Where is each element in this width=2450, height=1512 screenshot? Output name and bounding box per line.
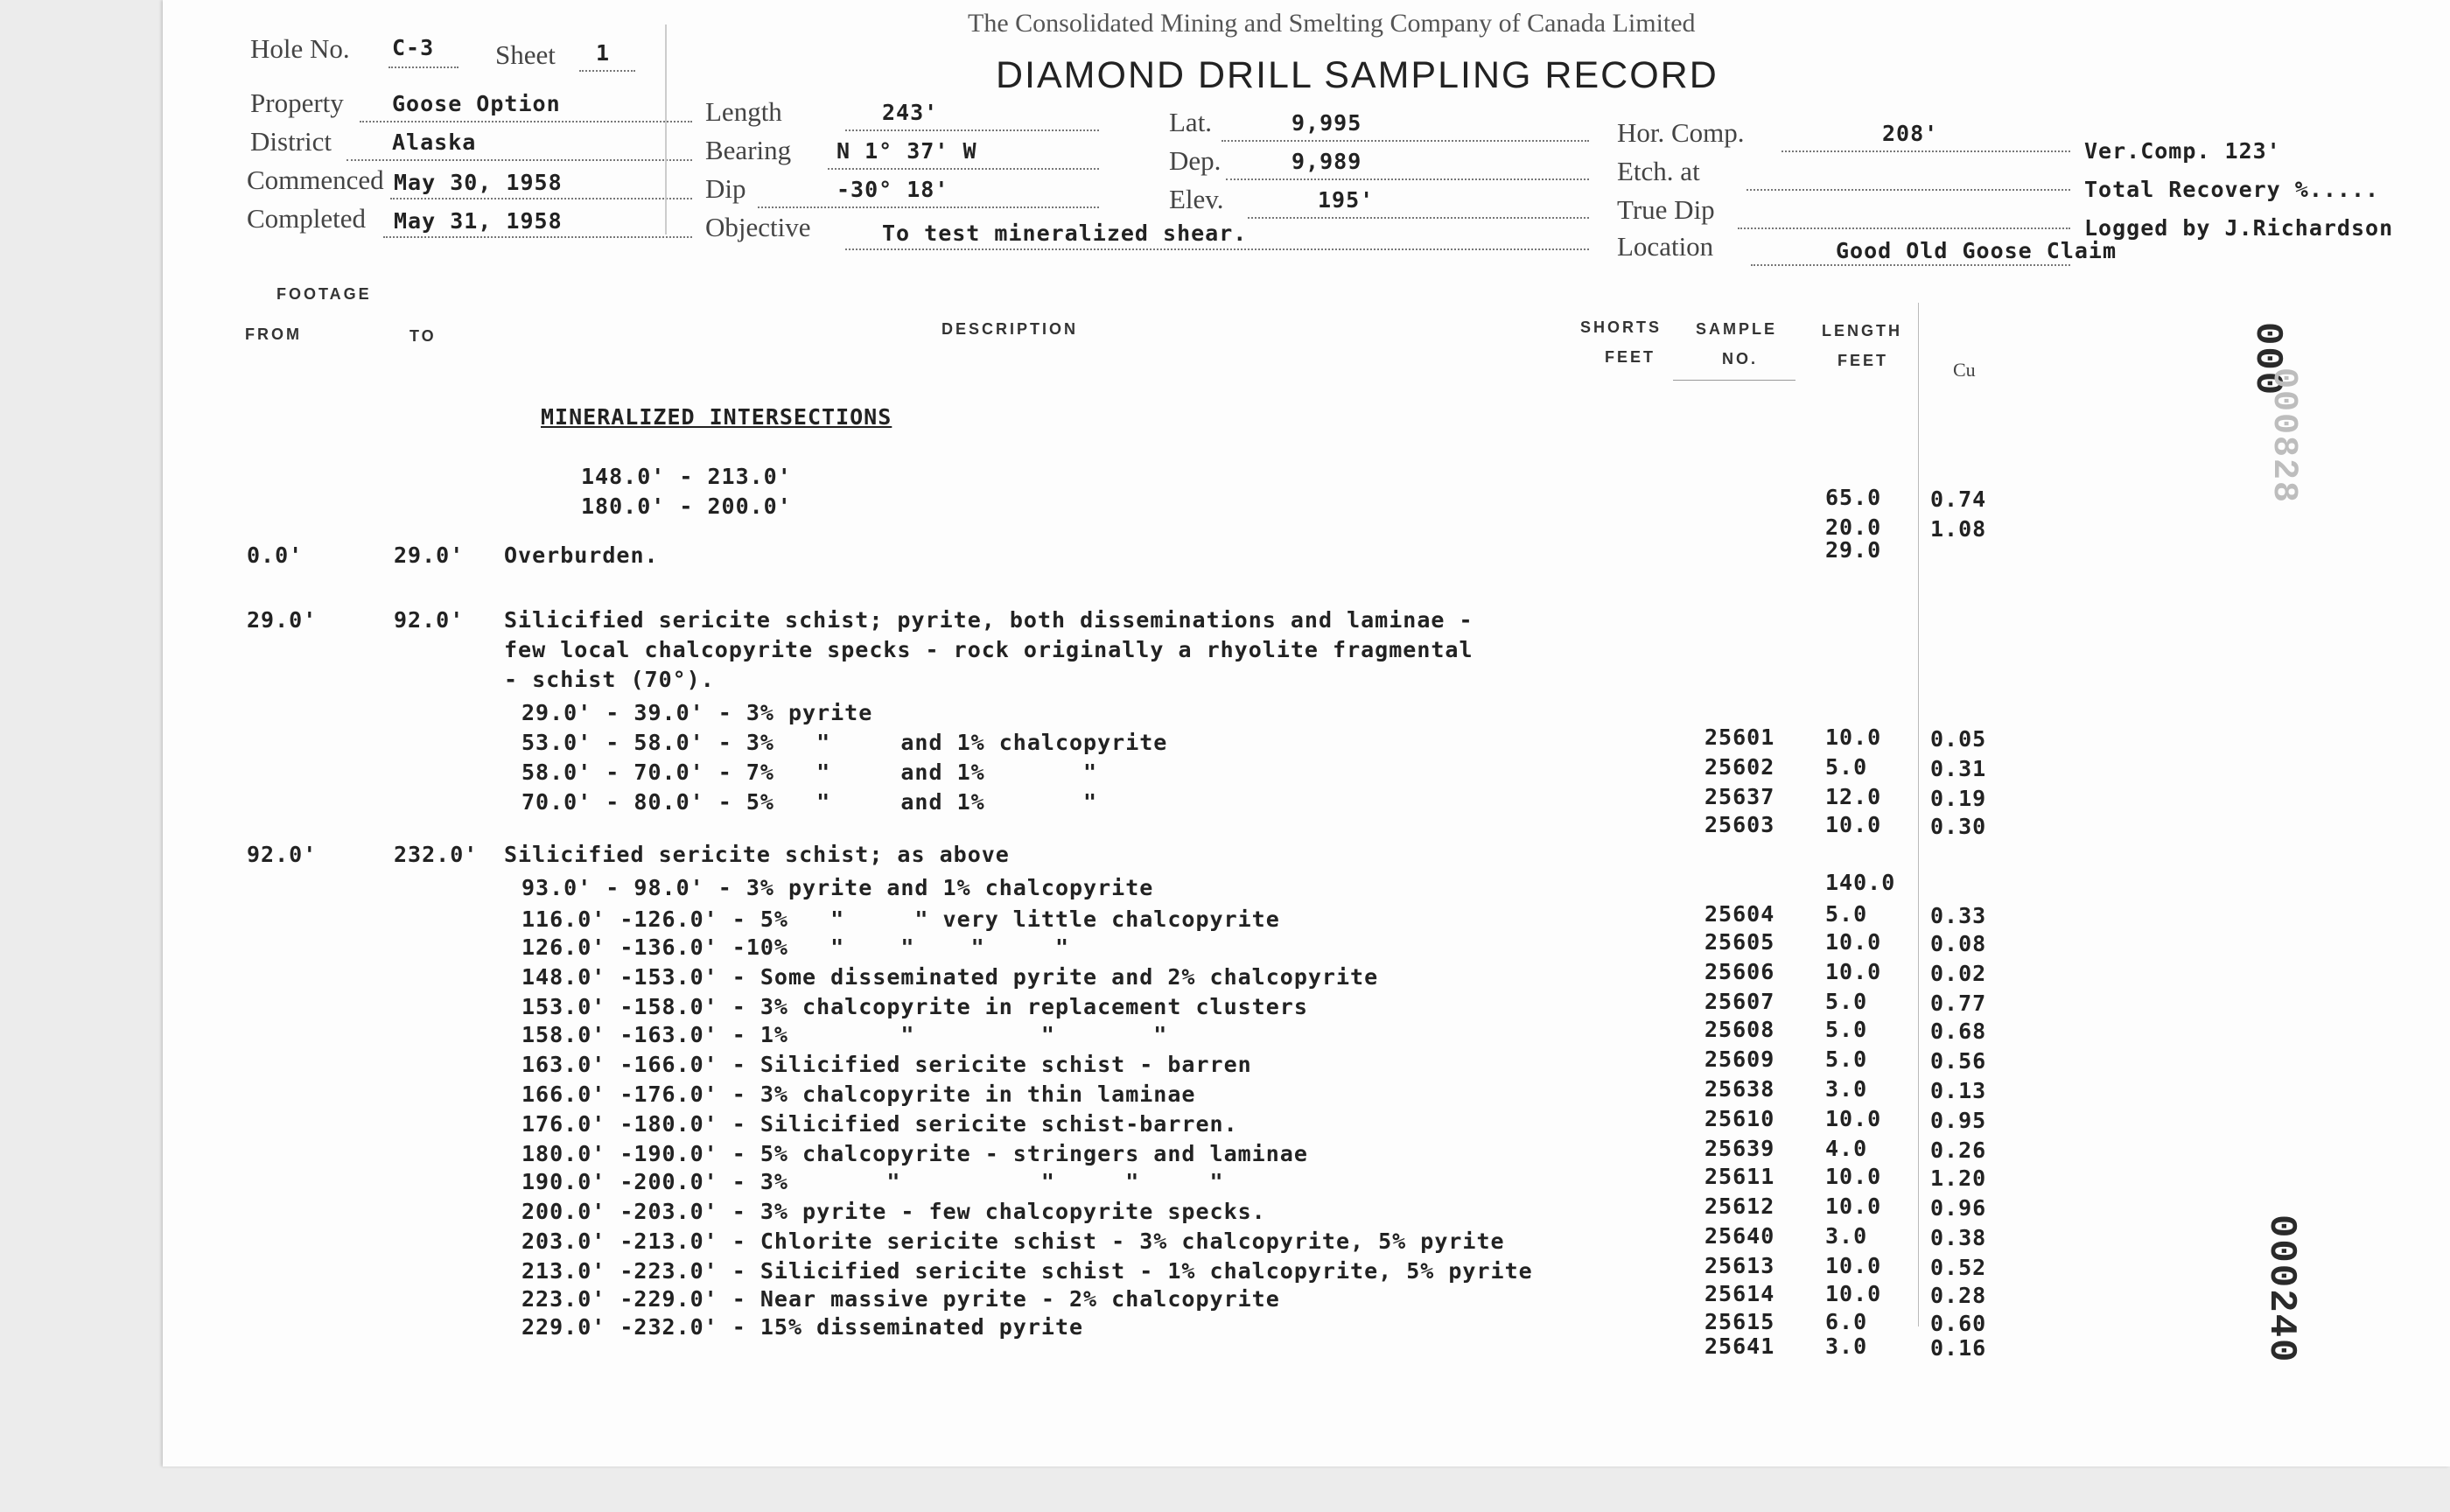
row-cu: 0.13 [1930,1078,1987,1103]
row-description: Silicified sericite schist; as above [504,842,1010,867]
top-margin-code: 000 [2245,322,2289,397]
location-underline [1751,264,2070,266]
lat-underline [1222,140,1589,142]
row-length: 5.0 [1825,1017,1868,1042]
row-description: - schist (70°). [504,667,715,692]
bearing-underline [828,168,1099,170]
row-description: 190.0' -200.0' - 3% " " " " [522,1169,1224,1194]
description-heading: DESCRIPTION [942,320,1079,338]
row-description: 203.0' -213.0' - Chlorite sericite schist - 3% chalcopyrite, 5% pyrite [522,1228,1505,1254]
header-fold-line [665,24,667,234]
row-description: few local chalcopyrite specks - rock originally a rhyolite fragmental [504,637,1474,662]
row-length: 5.0 [1825,754,1868,780]
row-cu: 0.28 [1930,1283,1987,1308]
objective-value: To test mineralized shear. [882,220,1248,246]
row-to: 232.0' [394,842,479,867]
row-description: 93.0' - 98.0' - 3% pyrite and 1% chalcopyrite [522,875,1154,900]
property-value: Goose Option [392,91,561,116]
horcomp-label: Hor. Comp. [1617,117,1745,148]
elev-underline [1248,217,1589,219]
row-description: 29.0' - 39.0' - 3% pyrite [522,700,873,725]
sheet-label: Sheet [495,39,556,70]
commenced-underline [390,198,692,200]
truedip-label: True Dip [1617,194,1715,225]
row-description: 163.0' -166.0' - Silicified sericite schist - barren [522,1052,1252,1077]
sample-heading-1: SAMPLE [1696,320,1778,338]
row-description: 53.0' - 58.0' - 3% " and 1% chalcopyrite [522,730,1168,755]
completed-underline [383,236,692,238]
row-description: 200.0' -203.0' - 3% pyrite - few chalcopyrite specks. [522,1199,1266,1224]
row-length: 4.0 [1825,1136,1868,1161]
truedip-underline [1738,228,2070,229]
row-description: 180.0' -190.0' - 5% chalcopyrite - stringers and laminae [522,1141,1308,1166]
length-column-divider [1918,303,1919,1326]
row-length: 10.0 [1825,1194,1882,1219]
mineralized-length: 20.0 [1825,514,1882,540]
cu-heading: Cu [1953,359,1976,381]
row-sample-no: 25601 [1704,724,1775,750]
commenced-value: May 30, 1958 [394,170,563,195]
row-length: 5.0 [1825,989,1868,1014]
mineralized-cu: 1.08 [1930,516,1987,542]
hole-label: Hole No. [250,33,350,64]
row-sample-no: 25614 [1704,1281,1775,1306]
row-cu: 0.56 [1930,1048,1987,1074]
district-value: Alaska [392,130,477,155]
row-to: 29.0' [394,542,465,568]
row-cu: 0.60 [1930,1311,1987,1336]
row-description: 148.0' -153.0' - Some disseminated pyrite and 2% chalcopyrite [522,964,1379,990]
row-cu: 0.33 [1930,903,1987,928]
mineralized-interval: 180.0' - 200.0' [581,494,792,519]
row-sample-no: 25605 [1704,929,1775,955]
dip-underline [758,206,1099,208]
row-description: Silicified sericite schist; pyrite, both disseminations and laminae - [504,607,1474,633]
record-sheet [163,0,2450,1466]
row-description: 116.0' -126.0' - 5% " " very little chalcopyrite [522,906,1280,932]
row-cu: 0.38 [1930,1225,1987,1250]
dep-label: Dep. [1169,145,1222,176]
row-length: 10.0 [1825,1106,1882,1131]
row-sample-no: 25612 [1704,1194,1775,1219]
row-description: 158.0' -163.0' - 1% " " " [522,1022,1168,1047]
row-cu: 0.77 [1930,990,1987,1016]
row-sample-no: 25641 [1704,1334,1775,1359]
row-sample-no: 25608 [1704,1017,1775,1042]
row-to: 92.0' [394,607,465,633]
district-underline [346,159,692,161]
row-cu: 0.02 [1930,961,1987,986]
mineralized-length: 65.0 [1825,485,1882,510]
row-sample-no: 25638 [1704,1076,1775,1102]
row-length: 29.0 [1825,537,1882,563]
property-label: Property [250,88,344,118]
mineralized-heading: MINERALIZED INTERSECTIONS [541,404,892,430]
row-cu: 0.16 [1930,1335,1987,1361]
from-heading: FROM [245,326,302,343]
row-from: 0.0' [247,542,304,568]
bottom-margin-code: 000240 [2259,1214,2303,1364]
completed-value: May 31, 1958 [394,208,563,234]
row-sample-no: 25640 [1704,1223,1775,1249]
row-length: 10.0 [1825,1164,1882,1189]
objective-underline [845,248,1589,250]
row-sample-no: 25607 [1704,989,1775,1014]
row-description: 126.0' -136.0' -10% " " " " [522,934,1069,960]
mineralized-cu: 0.74 [1930,486,1987,512]
property-underline [360,121,692,122]
row-sample-no: 25604 [1704,901,1775,927]
row-length: 12.0 [1825,784,1882,809]
dip-label: Dip [705,173,746,204]
recovery-note: Total Recovery %..... [2084,177,2380,202]
row-length: 140.0 [1825,870,1896,895]
horcomp-value: 208' [1882,121,1939,146]
row-sample-no: 25637 [1704,784,1775,809]
row-from: 29.0' [247,607,318,633]
row-length: 3.0 [1825,1223,1868,1249]
hole-value: C-3 [392,35,435,60]
row-sample-no: 25606 [1704,959,1775,984]
length-heading-1: LENGTH [1822,322,1902,340]
row-sample-no: 25602 [1704,754,1775,780]
location-value: Good Old Goose Claim [1836,238,2118,263]
row-length: 5.0 [1825,901,1868,927]
completed-label: Completed [247,203,367,234]
row-length: 10.0 [1825,929,1882,955]
row-sample-no: 25639 [1704,1136,1775,1161]
row-description: 229.0' -232.0' - 15% disseminated pyrite [522,1314,1084,1340]
dep-value: 9,989 [1292,149,1362,174]
commenced-label: Commenced [247,164,384,195]
row-cu: 0.08 [1930,931,1987,956]
bearing-value: N 1° 37' W [836,138,977,164]
row-sample-no: 25610 [1704,1106,1775,1131]
sample-heading-2: NO. [1722,350,1759,368]
length-value: 243' [882,100,939,125]
to-heading: TO [410,327,437,345]
etch-underline [1746,189,2070,191]
row-sample-no: 25609 [1704,1046,1775,1072]
row-cu: 0.26 [1930,1138,1987,1163]
row-description: 70.0' - 80.0' - 5% " and 1% " [522,789,1098,815]
length-label: Length [705,96,782,127]
hole-underline [388,66,458,68]
lat-value: 9,995 [1292,110,1362,136]
row-length: 6.0 [1825,1309,1868,1334]
row-cu: 0.95 [1930,1108,1987,1133]
row-cu: 1.20 [1930,1166,1987,1191]
row-cu: 0.05 [1930,726,1987,752]
row-description: 153.0' -158.0' - 3% chalcopyrite in replacement clusters [522,994,1308,1019]
row-description: Overburden. [504,542,659,568]
objective-label: Objective [705,212,811,242]
row-length: 3.0 [1825,1076,1868,1102]
footage-heading: FOOTAGE [276,285,372,303]
sample-column-rule [1673,380,1796,381]
row-length: 10.0 [1825,812,1882,837]
faint-margin-code: 000828 [2264,368,2303,505]
row-length: 3.0 [1825,1334,1868,1359]
elev-label: Elev. [1169,184,1224,214]
row-sample-no: 25615 [1704,1309,1775,1334]
vercomp-note: Ver.Comp. 123' [2084,138,2281,164]
row-description: 176.0' -180.0' - Silicified sericite schist-barren. [522,1111,1238,1137]
company-name: The Consolidated Mining and Smelting Company of Canada Limited [968,9,1696,38]
row-sample-no: 25611 [1704,1164,1775,1189]
mineralized-interval: 148.0' - 213.0' [581,464,792,489]
logged-by-note: Logged by J.Richardson [2084,215,2394,241]
etch-label: Etch. at [1617,156,1700,186]
length-underline [845,130,1099,131]
row-description: 166.0' -176.0' - 3% chalcopyrite in thin laminae [522,1082,1196,1107]
row-from: 92.0' [247,842,318,867]
row-description: 223.0' -229.0' - Near massive pyrite - 2% chalcopyrite [522,1286,1280,1312]
district-label: District [250,126,332,157]
row-length: 5.0 [1825,1046,1868,1072]
row-cu: 0.96 [1930,1195,1987,1221]
length-heading-2: FEET [1838,352,1889,369]
row-length: 10.0 [1825,1281,1882,1306]
sheet-value: 1 [596,40,611,66]
elev-value: 195' [1318,187,1375,213]
location-label: Location [1617,231,1714,262]
shorts-heading-1: SHORTS [1580,318,1662,336]
row-sample-no: 25613 [1704,1253,1775,1278]
row-cu: 0.52 [1930,1255,1987,1280]
row-length: 10.0 [1825,959,1882,984]
lat-label: Lat. [1169,107,1213,137]
dep-underline [1226,178,1589,180]
row-cu: 0.31 [1930,756,1987,781]
row-length: 10.0 [1825,1253,1882,1278]
row-sample-no: 25603 [1704,812,1775,837]
page-title: DIAMOND DRILL SAMPLING RECORD [996,54,1718,96]
row-cu: 0.19 [1930,786,1987,811]
shorts-heading-2: FEET [1605,348,1656,366]
row-cu: 0.30 [1930,814,1987,839]
dip-value: -30° 18' [836,177,949,202]
bearing-label: Bearing [705,135,792,165]
row-cu: 0.68 [1930,1018,1987,1044]
horcomp-underline [1782,150,2070,152]
row-description: 58.0' - 70.0' - 7% " and 1% " [522,760,1098,785]
sheet-underline [579,70,635,72]
row-description: 213.0' -223.0' - Silicified sericite schist - 1% chalcopyrite, 5% pyrite [522,1258,1533,1284]
row-length: 10.0 [1825,724,1882,750]
